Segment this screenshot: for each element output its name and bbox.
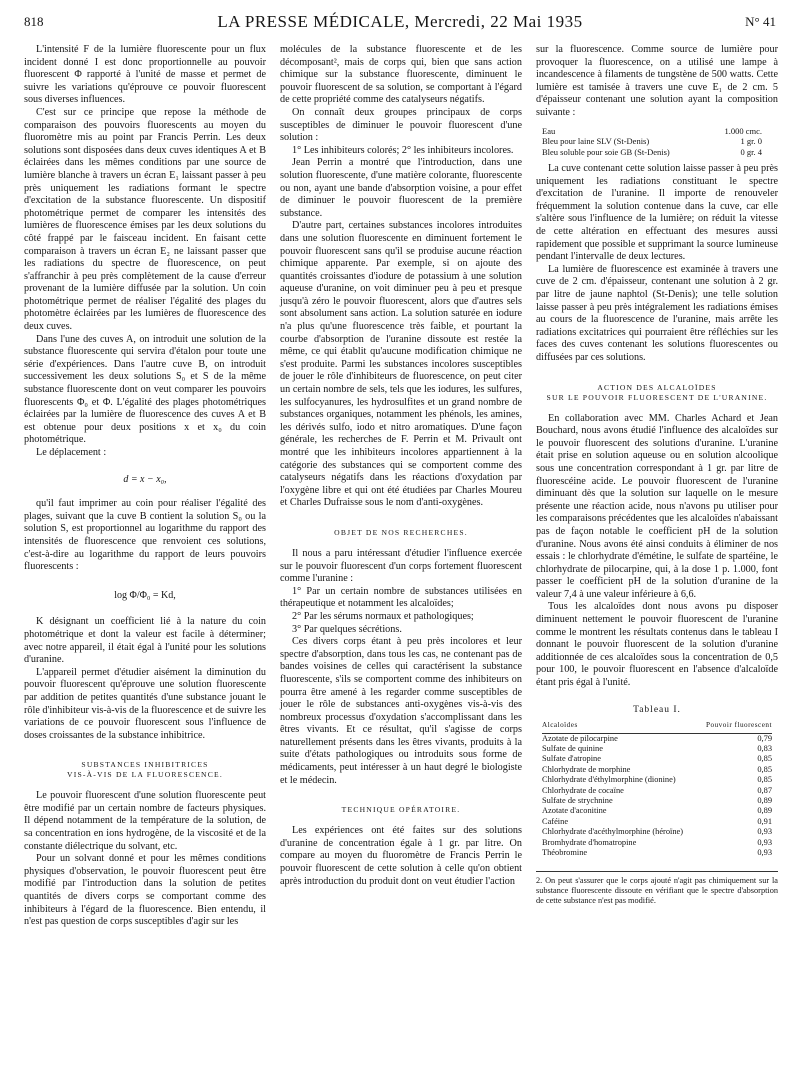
paragraph: K désignant un coefficient lié à la nature du coin photométrique et dont la valeur est facile à déterminer; avec notre appareil, il était égal à l'unité pour les solutions d'uranine. bbox=[24, 616, 266, 666]
paragraph: La lumière de fluorescence est examinée à travers une cuve de 2 cm. d'épaisseur, contenant une solution à 2 gr. par litre de jaune naphtol (St-Denis); une telle solution laisse passer à peu près intégralement les radiations émises au cours de la fluorescence de l'uranine, mais arrête les radiations excitatrices qui pourraient être réfléchies sur les faces des cuves contenant les solutions fluorescentes ou diffusées par ces solutions. bbox=[536, 263, 778, 363]
section-heading: TECHNIQUE OPÉRATOIRE. bbox=[341, 805, 461, 815]
paragraph: D'autre part, certaines substances incolores introduites dans une solution fluorescente en diminuent fortement le pouvoir fluorescent sans qu'il se produise aucune réaction chimique apparente. Par exemple, si on ajoute des quantités croissantes d'iodure de potassium à une solution aqueuse d'uranine, on voit diminuer peu à peu et presque jusqu'à zéro le pouvoir fluorescent, alors que d'autres sels sont absolument sans action. La solution saturée en iodure n'a plus qu'une fluorescence très faible, et pourtant la courbe d'absorption de l'uranine dissoute est restée la même, ce qui établit qu'aucune modification chimique ne s'est produite. Parmi les substances incolores susceptibles de jouer le rôle d'inhibiteurs de fluorescence, on peut citer un certain nombre de sels, tels que les iodures, les sulfures, les sulfocyanures, les hydrosulfites et un grand nombre de substances organiques, notamment les phénols, les amines, les dérivés sulfo, iodo et nitro aromatiques. D'une façon générale, les recherches de F. Perrin et M. Privault ont montré que les inhibiteurs incolores appartiennent à la catégorie des substances qui se comportent comme des catalyseurs négatifs dans les réactions d'oxydation par l'oxygène libre et qui ont été étudiées par Charles Moureu et Charles Dufraisse sous le nom d'anti-oxygènes. bbox=[280, 220, 522, 509]
section-heading bbox=[24, 760, 266, 780]
page-header bbox=[24, 12, 776, 36]
table-cell-value: 0,93 bbox=[757, 837, 772, 847]
table-cell-name: Caféine bbox=[542, 816, 569, 826]
issue-number: N° 41 bbox=[745, 14, 776, 29]
table-cell-name: Sulfate de strychnine bbox=[542, 796, 613, 806]
table-row bbox=[542, 744, 772, 754]
table-cell-value: 0,89 bbox=[757, 806, 772, 816]
journal-title: LA PRESSE MÉDICALE, Mercredi, 22 Mai 1935 bbox=[217, 12, 583, 31]
section-heading-line: ACTION DES ALCALOÏDES bbox=[597, 382, 717, 392]
equation: d = x − x₀, bbox=[123, 473, 167, 485]
table-row bbox=[542, 838, 772, 848]
table-cell-value: 0,87 bbox=[757, 785, 772, 795]
paragraph: La cuve contenant cette solution laisse passer à peu près uniquement les radiations constituant le spectre d'excitation de l'uranine. Il importe de renouveler fréquemment la solution contenue dans la cuve, car elle s'altère sous l'influence de la lumière; on réduit la vitesse de cette altération en effectuant des mesures aussi rapidement que possible et supprimant la source lumineuse pendant l'intervalle de deux lectures. bbox=[536, 163, 778, 263]
column-1 bbox=[24, 44, 266, 929]
alkaloid-table bbox=[542, 720, 772, 858]
paragraph: Tous les alcaloïdes dont nous avons pu disposer diminuent nettement le pouvoir fluorescent de l'uranine comme le montrent les résultats contenus dans le tableau I donnant le pouvoir fluorescent de la solution d'uranine additionnée de ces alcaloïdes sous la concentration de 0,5 pour 100, le pouvoir fluorescent en l'absence d'alcaloïde étant pris égal à l'unité. bbox=[536, 601, 778, 689]
table-row bbox=[542, 775, 772, 785]
table-row bbox=[542, 827, 772, 837]
paragraph: Le déplacement : bbox=[36, 447, 107, 458]
table-cell-name: Sulfate de quinine bbox=[542, 744, 603, 754]
table-row bbox=[542, 734, 772, 744]
column-3 bbox=[536, 44, 778, 906]
solution-row bbox=[542, 136, 762, 147]
solution-row bbox=[542, 126, 762, 137]
table-header-left: Alcaloïdes bbox=[542, 721, 578, 730]
table-row bbox=[542, 806, 772, 816]
table-cell-name: Chlorhydrate de cocaïne bbox=[542, 785, 624, 795]
paragraph: Dans l'une des cuves A, on introduit une solution de la substance fluorescente qui servira d'étalon pour toute une série d'expériences. Dans l'autre cuve B, on introduit successivement les deux solutions S₀ et S de la même substance fluorescente dont on veut comparer les pouvoirs fluorescents Φ₀ et Φ. L'égalité des plages photométriques éclairées par la lumière de fluorescence des cuves A et B est obtenue pour deux positions x et x₀ du coin photométrique. bbox=[24, 333, 266, 446]
page-number: 818 bbox=[24, 14, 44, 29]
paragraph: Le pouvoir fluorescent d'une solution fluorescente peut être modifié par un certain nombre de facteurs physiques. Il dépend notamment de la température de la solution, de sa concentration en ions hydrogène, de la viscosité et de la constante diélectrique du solvant, etc. bbox=[24, 790, 266, 852]
table-cell-name: Chlorhydrate de morphine bbox=[542, 764, 631, 774]
solution-row bbox=[542, 147, 762, 158]
solution-quantity: 1.000 cmc. bbox=[724, 125, 762, 136]
section-heading-line: SUBSTANCES INHIBITRICES bbox=[81, 760, 209, 770]
section-heading-line: VIS-À-VIS DE LA FLUORESCENCE. bbox=[67, 770, 223, 780]
table-header-right: Pouvoir fluorescent bbox=[706, 721, 772, 730]
table-cell-name: Azotate d'aconitine bbox=[542, 806, 607, 816]
equation: log Φ/Φ₀ = Kd, bbox=[114, 589, 176, 601]
paragraph: 3° Par quelques sécrétions. bbox=[292, 623, 402, 635]
paragraph: Il nous a paru intéressant d'étudier l'influence exercée sur le pouvoir fluorescent d'un corps fortement fluorescent comme l'uranine : bbox=[280, 547, 522, 585]
table-cell-name: Chlorhydrate d'éthylmorphine (dionine) bbox=[542, 775, 676, 785]
paragraph: molécules de la substance fluorescente et de les décomposant², mais de corps qui, bien que sans action chimique sur la substance fluorescente, diminuent le pouvoir fluorescent de sa solution, se comportant à l'égard de cette propriété comme des catalyseurs négatifs. bbox=[280, 44, 522, 106]
table-cell-value: 0,91 bbox=[757, 816, 772, 826]
paragraph: 2° Par les sérums normaux et pathologiques; bbox=[292, 610, 474, 622]
table-cell-value: 0,93 bbox=[757, 827, 772, 837]
paragraph: On connaît deux groupes principaux de corps susceptibles de diminuer le pouvoir fluorescent d'une solution : bbox=[280, 106, 522, 144]
table-cell-value: 0,79 bbox=[757, 733, 772, 743]
table-cell-value: 0,89 bbox=[757, 796, 772, 806]
solution-ingredient: Eau bbox=[542, 125, 556, 136]
paragraph: qu'il faut imprimer au coin pour réaliser l'égalité des plages, suivant que la cuve B contient la solution S₀ ou la solution S, est proportionnel au logarithme du rapport des intensités de fluorescence que renvoient ces solutions, c'est-à-dire au logarithme du rapport de leurs pouvoirs fluorescents : bbox=[24, 498, 266, 573]
column-2 bbox=[280, 44, 522, 888]
table-row bbox=[542, 848, 772, 858]
paragraph: 1° Par un certain nombre de substances utilisées en thérapeutique et notamment les alcaloïdes; bbox=[280, 585, 522, 610]
paragraph: Les expériences ont été faites sur des solutions d'uranine de concentration égale à 1 gr. par litre. On compare au moyen du fluoromètre de Francis Perrin le pouvoir fluorescent de cette solution à celle qu'on obtient après introduction du produit dont on veut étudier l'action bbox=[280, 825, 522, 887]
paragraph: C'est sur ce principe que repose la méthode de comparaison des pouvoirs fluorescents au moyen du fluoromètre mis au point par Francis Perrin. Les deux solutions sont disposées dans deux cuves identiques A et B éclairées dans les mêmes conditions par une source de lumière blanche à travers un écran E₁ laissant passer à peu près uniquement les radiations formant le spectre d'excitation de la substance fluorescente. Un dispositif photométrique permet de comparer les intensités des lumières de fluorescence émises par les deux solutions du côté frappé par le faisceau incident. En faisant cette comparaison à travers un écran E₂ ne laissant passer que les radiations du spectre de fluorescence, on peut s'affranchir à peu près complètement de la cause d'erreur provenant de la lumière diffusée par la solution. Un coin photométrique permet de réaliser l'égalité des plages du photomètre éclairées par les lumières de fluorescence des deux cuves. bbox=[24, 106, 266, 333]
table-cell-name: Bromhydrate d'homatropine bbox=[542, 837, 637, 847]
table-cell-value: 0,93 bbox=[757, 848, 772, 858]
paragraph: Ces divers corps étant à peu près incolores et leur spectre d'absorption, dans tous les cas, ne contenant pas de bandes voisines de celles qui caractérisent la substance fluorescente, s'ils se comportent comme des inhibiteurs on pourra être amené à les regarder comme susceptibles de jouer le rôle de substances anti-oxygènes vis-à-vis des nombreux processus d'oxydation s'accomplissant dans les êtres vivants. Et ce résultat, qu'il s'agisse de corps naturellement présents dans les êtres vivants, produits à la suite d'états pathologiques ou introduits sous forme de médicaments, peut intéresser à un haut degré le biologiste et le médecin. bbox=[280, 636, 522, 786]
paragraph: Jean Perrin a montré que l'introduction, dans une solution fluorescente, d'une matière colorante, fluorescente ou non, ayant une bande d'absorption voisine, a pour effet de diminuer le pouvoir fluorescent de la première substance. bbox=[280, 157, 522, 219]
solution-quantity: 1 gr. 0 bbox=[740, 136, 762, 147]
table-cell-value: 0,83 bbox=[757, 744, 772, 754]
paragraph: En collaboration avec MM. Charles Achard et Jean Bouchard, nous avons étudié l'influence des alcaloïdes sur le pouvoir fluorescent des solutions d'uranine. L'uranine était prise en solution aqueuse ou en solution alcoolique sous une concentration correspondant à 1 gr. par litre de fluorescéine acide. Le pouvoir fluorescent de l'uranine diminuant dès que la solution sur laquelle on le mesure présente une réaction acide, nous n'avons pu utiliser pour les comparaisons précédentes que les alcaloïdes n'abaissant pas de façon notable le coefficient pH de la solution d'uranine. Nous avons été ainsi conduits à éliminer de nos essais : le chlorhydrate d'émétine, le sulfate de spartéine, le chlorhydrate de pilocarpine, qui, à la dose 1 p. 1.000, font passer le coefficient pH de la solution d'uranine de la valeur 7,4 à une valeur inférieure à 6,6. bbox=[536, 412, 778, 600]
solution-ingredient: Bleu pour laine SLV (St-Denis) bbox=[542, 136, 650, 147]
table-row bbox=[542, 796, 772, 806]
table-row bbox=[542, 754, 772, 764]
section-heading: OBJET DE NOS RECHERCHES. bbox=[334, 527, 468, 537]
table-cell-value: 0,85 bbox=[757, 775, 772, 785]
table-cell-name: Sulfate d'atropine bbox=[542, 754, 601, 764]
section-heading bbox=[536, 383, 778, 403]
paragraph: 1° Les inhibiteurs colorés; 2° les inhibiteurs incolores. bbox=[292, 144, 514, 156]
table-title: Tableau I. bbox=[633, 704, 681, 715]
table-cell-name: Chlorhydrate d'acéthylmorphine (héroïne) bbox=[542, 827, 684, 837]
table-cell-value: 0,85 bbox=[757, 754, 772, 764]
table-cell-name: Théobromine bbox=[542, 848, 588, 858]
table-header bbox=[542, 720, 772, 733]
footnote: 2. On peut s'assurer que le corps ajouté n'agit pas chimiquement sur la substance fluorescente dissoute en vérifiant que le spectre d'absorption de cette substance n'est pas modifié. bbox=[536, 871, 778, 907]
section-heading-line: SUR LE POUVOIR FLUORESCENT DE L'URANINE. bbox=[546, 392, 768, 402]
table-cell-name: Azotate de pilocarpine bbox=[542, 733, 618, 743]
paragraph: Pour un solvant donné et pour les mêmes conditions physiques d'observation, le pouvoir fluorescent peut être modifié par l'introduction dans la solution de petites quantités de divers corps se comportant comme des inhibiteurs à l'égard de la fluorescence. Bien entendu, il n'est pas question de corps susceptibles d'agir sur les bbox=[24, 853, 266, 928]
table-row bbox=[542, 817, 772, 827]
paragraph: sur la fluorescence. Comme source de lumière pour provoquer la fluorescence, on a utilisé une lampe à incandescence à filaments de tungstène de 500 watts. Cette lumière est tamisée à travers une cuve E₁ de 2 cm. 5 d'épaisseur contenant une solution ayant la composition suivante : bbox=[536, 44, 778, 118]
paragraph: L'intensité F de la lumière fluorescente pour un flux incident donné I est donc proportionnelle au pouvoir fluorescent Φ rapporté à l'unité de masse et permet de suivre les variations qu'éprouve ce pouvoir fluorescent sous diverses influences. bbox=[24, 44, 266, 106]
solution-ingredient: Bleu soluble pour soie GB (St-Denis) bbox=[542, 146, 670, 157]
table-cell-value: 0,85 bbox=[757, 764, 772, 774]
paragraph: L'appareil permet d'étudier aisément la diminution du pouvoir fluorescent qu'éprouve une solution fluorescente par addition de petites quantités d'une substance jouant le rôle d'inhibiteur vis-à-vis de la fluorescence et de suivre les variations de ce pouvoir fluorescent sous l'influence de doses croissantes de la substance inhibitrice. bbox=[24, 666, 267, 741]
solution-quantity: 0 gr. 4 bbox=[740, 146, 762, 157]
table-row bbox=[542, 786, 772, 796]
table-row bbox=[542, 765, 772, 775]
solution-composition bbox=[542, 126, 762, 158]
